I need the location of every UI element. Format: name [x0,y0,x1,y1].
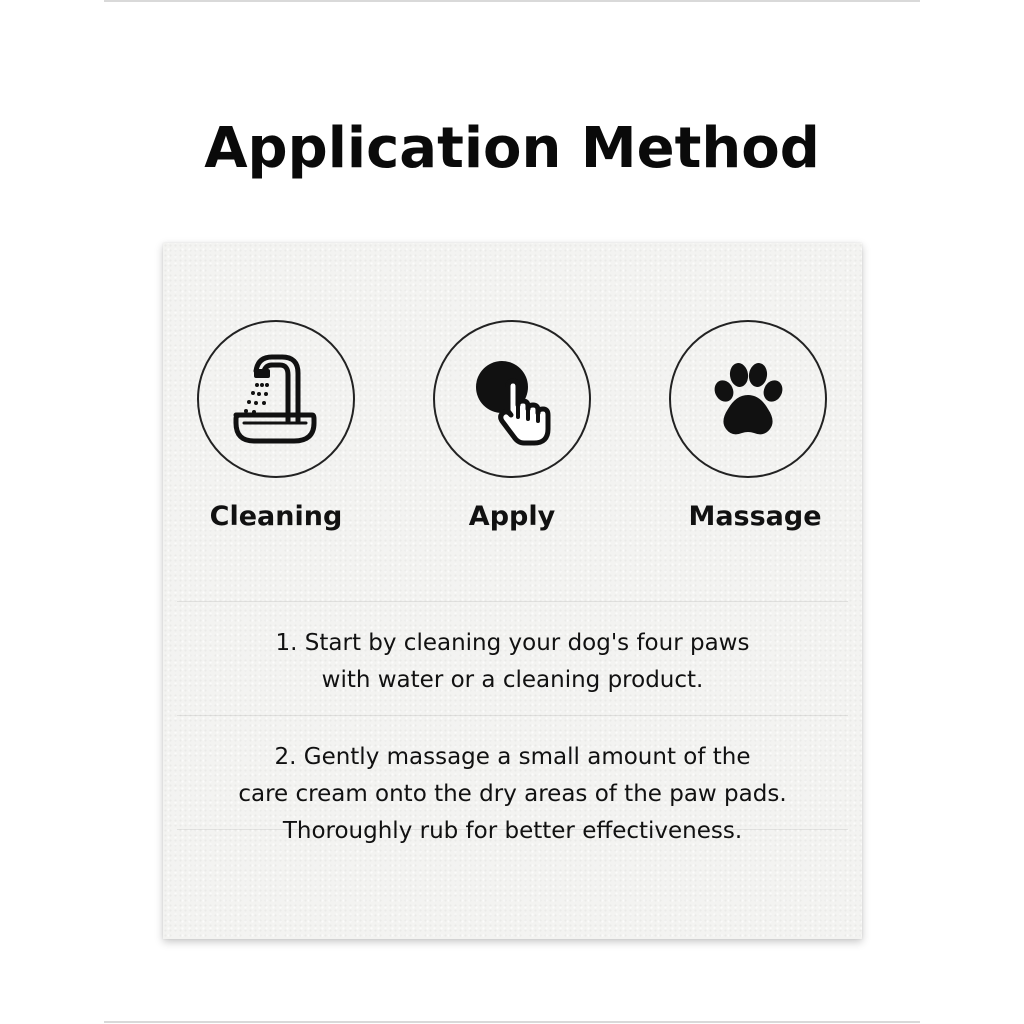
instruction-line: 2. Gently massage a small amount of the [274,744,751,770]
instruction-step-2 [183,739,842,850]
paw-icon [698,349,798,449]
instruction-step-1 [183,625,842,699]
apply-step-circle [433,320,591,478]
instruction-line: with water or a cleaning product. [321,667,704,693]
section-divider [177,601,848,602]
massage-step-label: Massage [688,501,822,532]
sink-faucet-icon [226,349,326,449]
top-divider [104,0,920,2]
section-divider [177,715,848,716]
instructions-card [163,243,862,939]
page-title: Application Method [204,116,820,181]
bottom-divider [104,1021,920,1023]
massage-step-circle [669,320,827,478]
cleaning-step-label: Cleaning [209,501,343,532]
tap-finger-icon [462,349,562,449]
apply-step-label: Apply [468,501,556,532]
section-divider [177,829,848,830]
instruction-line: care cream onto the dry areas of the paw pads. [238,781,787,807]
instruction-line: Thoroughly rub for better effectiveness. [282,818,743,844]
instruction-line: 1. Start by cleaning your dog's four paws [275,630,750,656]
cleaning-step-circle [197,320,355,478]
